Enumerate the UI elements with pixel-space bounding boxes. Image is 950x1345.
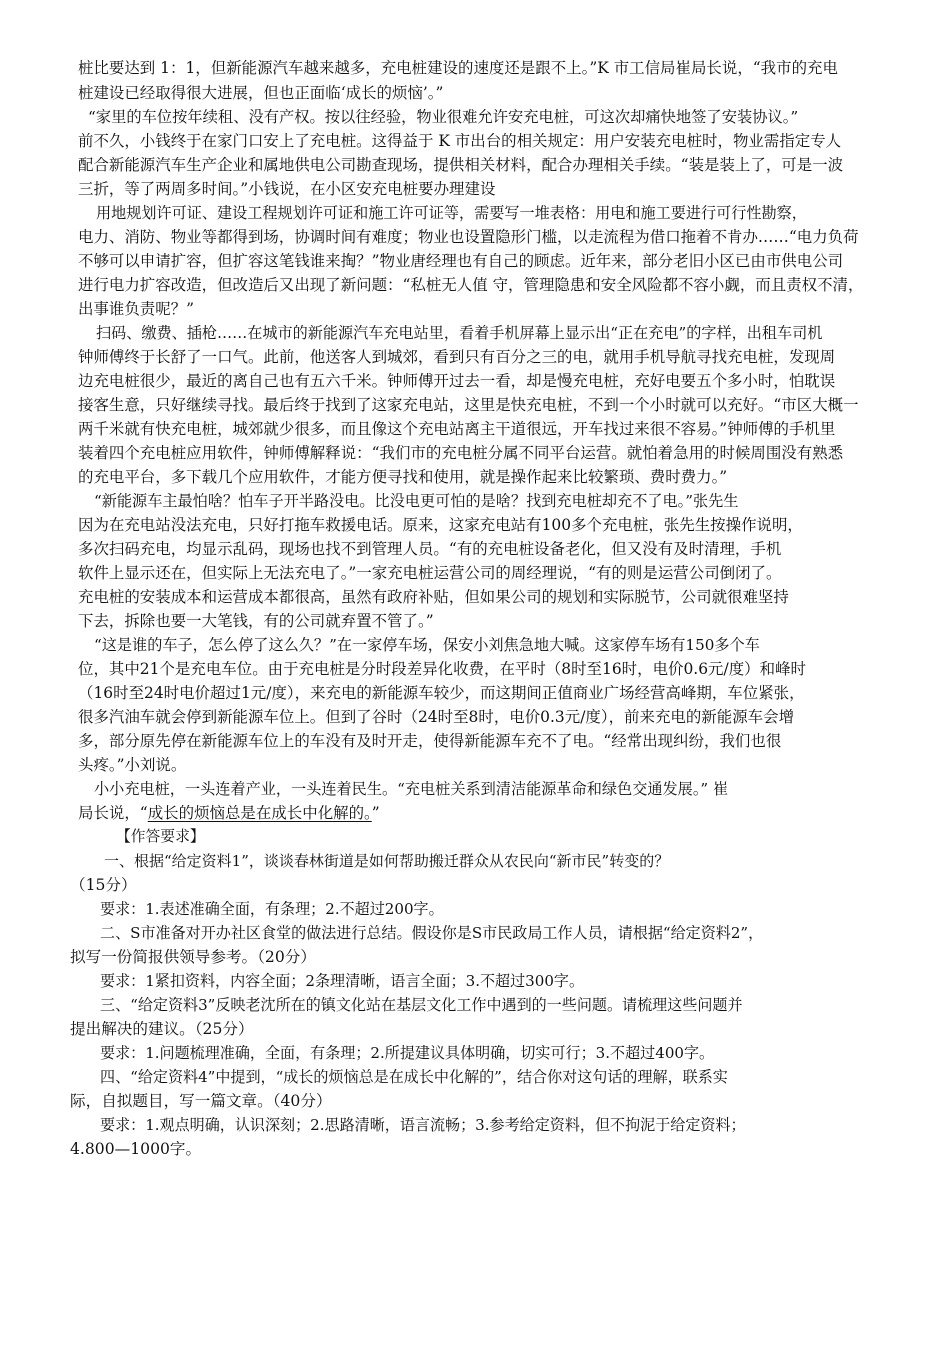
text-line: 桩建设已经取得很大进展，但也正面临‘成长的烦恼’。”: [78, 84, 444, 102]
requirement-line: 4.800—1000字。: [70, 1140, 202, 1158]
text-fragment: 局长说，“: [78, 804, 148, 822]
text-line: 因为在充电站没法充电，只好打拖车救援电话。原来，这家充电站有100多个充电桩，张先生按操作说明，: [78, 516, 803, 534]
text-line: 前不久，小钱终于在家门口安上了充电桩。这得益于 K 市出台的相关规定：用户安装充电桩时，物业需指定专人: [78, 132, 842, 150]
text-line: 不够可以申请扩容，但扩容这笔钱谁来掏？”物业唐经理也有自己的顾虑。近年来，部分老旧小区已由市供电公司: [78, 252, 844, 270]
text-line: 很多汽油车就会停到新能源车位上。但到了谷时（24时至8时，电价0.3元/度），前来充电的新能源车会增: [78, 708, 795, 726]
text-line: 进行电力扩容改造，但改造后又出现了新问题：“私桩无人值 守，管理隐患和安全风险都不容小觑，而且责权不清，: [78, 276, 864, 294]
text-line: 三折，等了两周多时间。”小钱说，在小区安充电桩要办理建设: [78, 180, 496, 198]
text-line: [78, 803, 950, 823]
question-line: 际，自拟题目，写一篇文章。（40分）: [70, 1092, 332, 1110]
requirement-line: 要求：1.表述准确全面，有条理；2.不超过200字。: [100, 900, 444, 918]
text-line: 多次扫码充电，均显示乱码，现场也找不到管理人员。“有的充电桩设备老化，但又没有及时清理，手机: [78, 540, 782, 558]
text-line: （16时至24时电价超过1元/度），来充电的新能源车较少，而这期间正值商业广场经营高峰期，车位紧张，: [78, 684, 805, 702]
question-line: 四、“给定资料4”中提到，“成长的烦恼总是在成长中化解的”，结合你对这句话的理解，联系实: [100, 1068, 728, 1086]
underlined-quote: 成长的烦恼总是在成长中化解的。: [147, 804, 372, 822]
question-line: 提出解决的建议。（25分）: [70, 1020, 254, 1038]
question-line: 一、根据“给定资料1”，谈谈春林街道是如何帮助搬迁群众从农民向“新市民”转变的？: [104, 852, 670, 870]
question-line: 三、“给定资料3”反映老沈所在的镇文化站在基层文化工作中遇到的一些问题。请梳理这些问题并: [100, 996, 743, 1014]
text-line: 配合新能源汽车生产企业和属地供电公司勘查现场，提供相关材料，配合办理相关手续。“装是装上了，可是一波: [78, 156, 844, 174]
text-line: 钟师傅终于长舒了一口气。此前，他送客人到城郊，看到只有百分之三的电，就用手机导航寻找充电桩，发现周: [78, 348, 836, 366]
question-line: 二、S市准备对开办社区食堂的做法进行总结。假设你是S市民政局工作人员，请根据“给定资料2”，: [100, 924, 764, 942]
text-line: 电力、消防、物业等都得到场，协调时间有难度；物业也设置隐形门槛，以走流程为借口拖着不肯办……“电力负荷: [78, 228, 859, 246]
text-line: 桩比要达到 1：1，但新能源汽车越来越多，充电桩建设的速度还是跟不上。”K 市工信局崔局长说，“我市的充电: [78, 59, 838, 77]
text-fragment: ”: [371, 804, 380, 822]
text-line: “新能源车主最怕啥？怕车子开半路没电。比没电更可怕的是啥？找到充电桩却充不了电。”张先生: [94, 492, 739, 510]
question-line: （15分）: [70, 876, 137, 894]
text-line: 边充电桩很少，最近的离自己也有五六千米。钟师傅开过去一看，却是慢充电桩，充好电要五个多小时，怕耽误: [78, 372, 836, 390]
section-heading: 【作答要求】: [116, 828, 205, 845]
text-line: 装着四个充电桩应用软件，钟师傅解释说：“我们市的充电桩分属不同平台运营。就怕着急用的时候周围没有熟悉: [78, 444, 844, 462]
text-line: “家里的车位按年续租、没有产权。按以往经验，物业很难允许安充电桩，可这次却痛快地签了安装协议。”: [88, 108, 799, 126]
text-line: 多，部分原先停在新能源车位上的车没有及时开走，使得新能源车充不了电。“经常出现纠纷，我们也很: [78, 732, 782, 750]
requirement-line: 要求：1.问题梳理准确，全面，有条理；2.所提建议具体明确，切实可行；3.不超过400字。: [100, 1044, 715, 1062]
text-line: 两千米就有快充电桩，城郊就少很多，而且像这个充电站离主干道很远，开车找过来很不容易。”钟师傅的手机里: [78, 420, 836, 438]
text-line: 下去，拆除也要一大笔钱，有的公司就弃置不管了。”: [78, 612, 434, 630]
text-line: 头疼。”小刘说。: [78, 756, 187, 774]
text-line: 充电桩的安装成本和运营成本都很高，虽然有政府补贴，但如果公司的规划和实际脱节，公司就很难坚持: [78, 588, 789, 606]
text-line: “这是谁的车子，怎么停了这么久？”在一家停车场，保安小刘焦急地大喊。这家停车场有150多个车: [94, 636, 760, 654]
text-line: 软件上显示还在，但实际上无法充电了。”一家充电桩运营公司的周经理说，“有的则是运营公司倒闭了。: [78, 564, 782, 582]
text-line: 接客生意，只好继续寻找。最后终于找到了这家充电站，这里是快充电桩，不到一个小时就可以充好。“市区大概一: [78, 396, 859, 414]
text-line: 出事谁负责呢？”: [78, 300, 195, 318]
text-line: 用地规划许可证、建设工程规划许可证和施工许可证等，需要写一堆表格：用电和施工要进行可行性勘察，: [96, 204, 807, 222]
question-line: 拟写一份简报供领导参考。（20分）: [70, 948, 316, 966]
requirement-line: 要求：1.观点明确，认识深刻；2.思路清晰，语言流畅；3.参考给定资料，但不拘泥于给定资料；: [100, 1116, 746, 1134]
text-line: 的充电平台，多下载几个应用软件，才能方便寻找和使用，就是操作起来比较繁琐、费时费力。”: [78, 468, 728, 486]
requirement-line: 要求：1紧扣资料，内容全面；2条理清晰，语言全面；3.不超过300字。: [100, 972, 585, 990]
text-line: 小小充电桩，一头连着产业，一头连着民生。“充电桩关系到清洁能源革命和绿色交通发展。” 崔: [94, 780, 729, 798]
text-line: 扫码、缴费、插枪……在城市的新能源汽车充电站里，看着手机屏幕上显示出“正在充电”的字样，出租车司机: [96, 324, 823, 342]
text-line: 位，其中21个是充电车位。由于充电桩是分时段差异化收费，在平时（8时至16时，电价0.6元/度）和峰时: [78, 660, 806, 678]
